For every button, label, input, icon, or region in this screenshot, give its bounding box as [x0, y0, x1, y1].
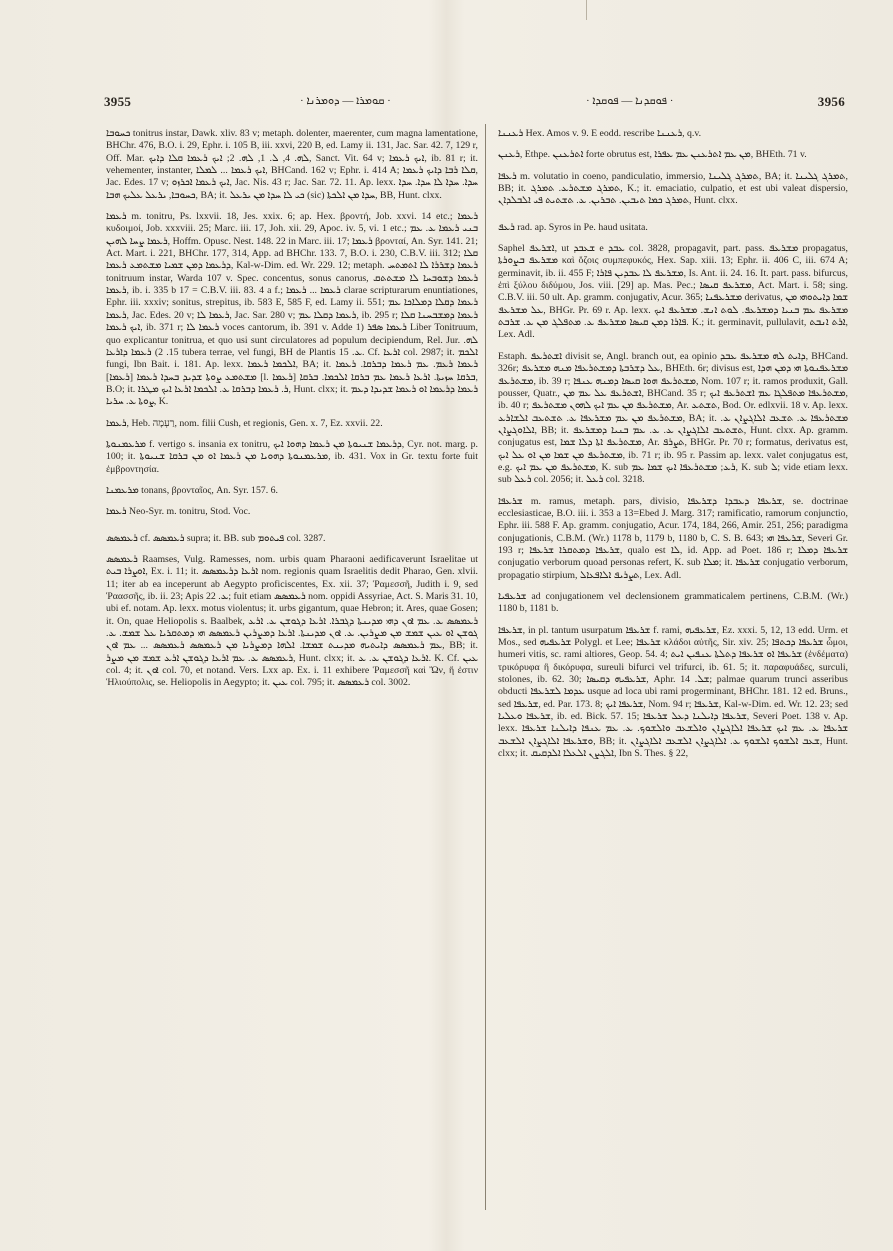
- entry-tonitrus-instar: ܟܚܘܒܐ tonitrus instar, Dawk. xliv. 83 v; metaph. dolenter, maerenter, cum magna lamentatione, BHChr. 476, B.O. i. 29, Ephr. i. 105 B, iii. xxvi, 220 B, ed. Lamy ii. 131, Jac. Sar. 42. 7, 129 r, Off. Mar. ܠܗ. 4, ܠ. 1, ܠܗ. 2; ܐܝܟ ܪܥܡܐ ܩܠܐ ܕܐܝܟ, Sanct. Vit. 64 v; ܐܝܟ ܪܥܡܐ, ib. 81 r; it. vehementer, instanter, ܐܝܟ ܪܥܡܐ ... ܠܡܠܐ, BHCand. 162 v; Ephr. i. 414 A; ܩܠܐ ܪܒܐ ܕܐܝܟ ܪܥܡܐ, Jac. Edes. 17 v; ܐܝܟ ܪܥܡܐ ܐܟܪܙܘ, Jac. Nis. 43 r; Jac. Sar. 72. 11. Ap. lexx. ܚܕܐ. ܚܕܐ ܠܐ ܚܕܐ. ܚܕܐ ܟܚܘܒܐ, ܝܪܥܠ ܥܠܝܟ ܗܒܐ, BA; it. ܟܝ ܠܐ ܚܕܐ ܡܢ ܝܪܥܠ (sic) ܚܕܐ ܡܢ ܐܠܟܬܐ, BB, Hunt. clxx.: [106, 128, 478, 201]
- entry-estaph: Estaph. ܐܫܬܪܥܦ divisit se, Angl. branch out, ea opinio ܕܐܝܬ ܠܗ ܡܫܪܥܦ ܥܒܕ, BHCand. 326r; ܥܠ ܕܫܪܒܬܐ ܕܡܫܬܪܥܦܐ ܡܢܗ ܡܫܪܥܦ, BHEth. 6r; divisus est, ܡܫܪܥܦܢܘܬܐ ܗܝ ܕܡܢ ܗܕܐ ܡܫܬܪܥܦ, ib. 39 r; ܡܫܬܪܥܦ ܗܘܐ ܩܝܣܐ ܕܡܢܗ ܥܢܦܐ, Nom. 107 r; it. ramos produxit, Gall. pousser, Quatr., ܐܫܬܪܥܦ ܥܠ ܥܡ ܡܢ, BHCand. 35 r; ܡܫܬܪܥܦܐ ܡܬܦܠܓܐ ܥܡ ܐܫܬܪܥܦ ܐܝܟ, ib. 40 r; ܡܫܬܪܥܦ ܡܢ ܥܡ ܐܝܟ ܠܗܘܢ ܡܫܬܪܥܦ, Ar. ܬܫܬܥ, Bod. Or. edlxvii. 18 v. Ap. lexx. ܡܫܬܪܥܦ ܡܢ ܥܡ ܡܫܪܥܦܐ ܥ. ܬܫܬܥܒ ܐܠܫܐܪܥ, BA; it. ܡܫܬܪܥܦܐ ܥ. ܬܫܥܒ ܐܠܐܓܨܐܢ ܥ. ܐܠܐܘܓܨܐܢ, BB; it. ܬܫܬܥܒ ܐܠܐܓܨܐܢ ܥ. ܥ. ܥܡ ܒܢܝܐ ܕܡܫܪܥܦ, Hunt. clxx. Ap. gramm. conjugatus est, ܡܫܬܪܥܦ ܐܬܐ ܕܠܐ ܫܡܐ, Ar. ܬܨܪܦ, BHGr. Pr. 70 r; formatus, derivatus est, ܡܫܬܪܥܦ ܡܢ ܫܡܐ ܡܢ ܐܘ ܥܠ ܐܝܟ, ib. 71 r; ib. 95 r. Passim ap. lexx. valet conjugatus est, e.g. ܡܫܬܪܥܦ ܡܢ ܥܡ ܐܝܟ, K. sub ܪܥ; ܡܫܬܪܥܦܐ ܐܝܟ ܫܡܐ ܥܡ, K. sub ܠ; vide etiam lexx. sub ܪܥܠ col. 2056; it. ܪܥܠ col. 3218.: [498, 350, 848, 486]
- right-page-number: 3956: [817, 94, 845, 109]
- running-head: [104, 94, 845, 116]
- entry-raamah: ܪܥܡܐ, Heb. רַעְמָה, nom. filii Cush, et regionis, Gen. x. 7, Ez. xxvii. 22.: [106, 417, 383, 429]
- right-running-title: · ܦܘܩܕܢܐ — ܦܘܩܕܐ ·: [586, 95, 674, 107]
- entry-root-note: ܪܥܦ rad. ap. Syros in Pe. haud usitata.: [498, 221, 648, 233]
- entry-amos-reference: ܪܥܢܢܐ Hex. Amos v. 9. E eodd. rescribe ܪܥܢܢܐ, q.v.: [498, 128, 702, 139]
- entry-separator: [498, 215, 848, 216]
- entry-conjugationem: ܫܪܥܦܝܐ ad conjugationem vel declensionem grammaticalem pertinens, C.B.M. (Wr.) 1180 b, 1181 b.: [498, 591, 848, 615]
- entry-raamses: ܪܥܡܣܣ Raamses, Vulg. Ramesses, nom. urbis quam Pharaoni aedificaverunt Israelitae ut ܐܘܨܪܐ ܒܝܬ, Ex. i. 11; it. ܐܪܥܐ ܕܪܥܡܣܣ nom. regionis quam Israelitis dedit Pharao, Gen. xlvii. 11; iter ab ea inceperunt ab Aegypto proficiscentes, Ex. xii. 37; Ῥαμεσσῆ, Judith i. 9, sed Ῥαασσῆς, ib. ii. 23; Apis ܥ. 22; fuit etiam ܪܥܡܣܣ nom. oppidi Assyriae, Act. S. Maris 31. 10, ubi ef. notam. Ap. lexx. motus violentus; it. urbs gigantum, quae Hebron; it. Ares, quae Gosen; it. On, quae Heliopolis s. Baalbek, ܪܥܡܣܣ ܥ. ܥܡ ܐܘܢ ܕܗܝ ܡܕܝܢܬܐ ܕܓܒܪܐ. ܐܪܥܐ ܕܓܘܫܢ ܥ. ܐܪܥ ܓܘܫܢ ܐܘ ܥܝܢ ܫܡܫ ܡܢ ܡܨܪܝܢ. ܥ. ܐܘܢ ܡܕܝܢܬܐ. ܐܪܥܐ ܕܡܨܪܝܢ ܪܥܡܣܣ ܗܝ ܕܡܬܩܪܝܐ ܥܠ ܫܡܫ. ܥ. ܥܡ ܪܥܡܣܣ ܕܐܝܬܝܗ ܡܕܝܢܬ ܫܡܫܐ. ܐܠܗܐ ܕܡܨܪܝܐ ܡܢ ܪܥܡܣܣ ܪܥܡܣܣ ... ܥܡ ܐܘܢ, BB; it. ܪܥܡܣܣ ܥ. ܥܡ ܐܪܥܐ ܕܓܘܫܢ ܐܪܥ ܫܡܫ ܡܢ ܡܨܪ, Hunt. clxx; it. ܐܪܥܐ ܕܓܘܫܢ ܥ. ܥ. K. Cf. ܥܝܢ col. 4; it. ܐܘܢ col. 70, et notand. Vers. Lxx ap. Ex. i. 11 exhibere Ῥαμεσσῆ καὶ Ὤν, ἥ ἐστιν Ἡλιούπολις, se. Heliopolis in Aegypto; it. ܥܝܢ col. 795; it. ܪܥܡܣܣ col. 3002.: [106, 553, 478, 689]
- entry-tonans: ܡܪܥܡܢܐ tonans, βρονταῖος, An. Syr. 157. 6.: [106, 484, 278, 496]
- entry-neo-syriac-tonitru: ܪܥܡܐ Neo-Syr. m. tonitru, Stod. Voc.: [106, 506, 251, 518]
- left-running-title: · ܩܘܡܪܐ — ܕܘܡܪܢܐ ·: [300, 95, 391, 107]
- entry-volutatio: ܪܥܦܐ m. volutatio in coeno, pandiculatio, immersio, ܬܡܪܓ ܓܠܝܢܐ, BA; it. ܬܡܪܓ ܓܠܝܢܐ, BB; it. ܬܡܪܓ ܡܫܬܪܥ. ܬܡܪܓ, K.; it. emaciatio, culpatio, et est ubi valeat dispersio, ܬܡܪܓ ܟܡܐ ܬܝܒܝܢ. ܬܒܪܝܢ. ܥ. ܬܫܬܝܬ ܦܝ ܐܠܒܠܕܐܢ, Hunt. clxx.: [498, 170, 848, 207]
- entry-saphel: Saphel ܐܫܪܥܦ, ut ܫܥܒܕ e ܥܒܕ col. 3828, propagavit, part. pass. ܡܫܪܥܦ propagatus, ܡܫܪܥܦ ܒܨܘܪܬܐ καὶ ὄζοις συμπεφυκός, Hex. Sap. xiii. 13; Ephr. ii. 406 C, iii. 674 A; germinavit, ib. ii. 455 F; ܡܫܪܥܦ ܠܐ ܥܒܕܝܢ ܦܐܪܐ, Is. Ant. ii. 24. 16. It. part. pass. bifurcus, ἐπὶ ξύλου διδύμου, Jos. viii. [29] ap. Mas. Pec.; ܡܫܪܥܦ ܩܝܣܐ, Act. Mart. i. 58; sing. C.B.V. iii. 50 ult. Ap. gramm. conjugativ, Acur. 365; ܡܫܪܥܦܢܐ derivatus, ܫܡܐ ܕܐܝܬܘܗܝ ܡܢ ܥܠ ܡܫܪܥܦ, BHGr. Pr. 69 r. Ap. lexx. ܡܫܪܥܦ ܥܡ ܒܢܝܐ ܕܡܫܪܥܦ. ܠܘܬ ܐܢܫ. ܡܫܪܥܦ ܐܝܟ ܦܐܪܐ ܕܡܢ ܩܝܣܐ ܡܫܪܥܦ ܥ. ܡܬܦܠܓ ܡܢ ܥ. ܫܪܒܬ. K.; it. germinavit, pullulavit, ܐܪܬ ܐܢܒܬ, Lex. Adl.: [498, 243, 848, 341]
- left-page-number: 3955: [104, 94, 132, 109]
- column-divider: [485, 124, 486, 1210]
- entry-raamses-cross-ref: ܪܥܡܣܣ cf. ܪܥܡܣܣ supra; it. BB. sub ܦܝܬܘܡ col. 3287.: [106, 532, 326, 544]
- entry-vertigo: ܡܪܥܡܢܘܬܐ f. vertigo s. insania ex tonitru, ܕܪܥܡܐ ܫܢܝܘܬܐ ܡܢ ܪܥܡܐ ܕܗܘܐ ܐܝܟ, Cyr. not. marg. p. 100; it. ܡܪܥܡܢܘܬܐ ܕܗܘܝܐ ܡܢ ܪܥܡܐ ܐܘ ܡܢ ܒܪܩܐ ܫܢܝܘܬܐ, ib. 431. Vox in Gr. textu forte fuit ἐμβροντησία.: [106, 438, 478, 475]
- binding-crease: [586, 0, 587, 20]
- entry-rami: ܫܪܥܦܐ, in pl. tantum usurpatum ܫܪܥܦܐ f. rami, ܫܪܥܦܝܗ, Ez. xxxi. 5, 12, 13 edd. Urm. et Mos., sed ܫܪܥܦܝܗ Polygl. et Lee; ܫܪܥܦܐ κλάδοι αὐτῆς, Sir. xiv. 25; ܫܪܥܦܐ ܕܟܬܦܐ ὦμοι, humeri vitis, sc. rami altiores, Geop. 54. 4; ܫܪܥܦܐ ܐܘ ܫܪܥܦܐ ܕܬܠܬܐ ܥܢܦܝܢ ܐܝܬ (ἐνδέματα) τρικόρυφα ἢ δικόρυφα, sureuli bifurci vel trifurci, ib. 61. 5; it. παραφυάδες, surculi, stolones, ib. 62. 30; ܫܪܥܦܝܗ ܕܩܝܣܐ, Aphr. ܫܠ. 14; palmae quarum trunci asseribus obducti ܥܕܡܐ ܠܫܪܥܦܐ usque ad loca ubi rami progerminant, BHChr. 181. 12 ed. Bruns., sed ܫܪܥܦܐ, ed. Par. 173. 8; ܫܪܥܦܐ ܐܝܟ, Nom. 94 r; ܫܪܥܦܐ, Kal-w-Dim. ed. Wr. 12. 23; sed ܫܪܥܦܐ ܘܥܠܝܐ, ib. ed. Bick. 57. 15; ܫܪܥܦܐ ܕܐܝܠܢܐ ܕܥܠ ܫܪܥܦܐ, Severi Poet. 138 v. Ap. lexx. ܫܪܥܦܐ ܥ. ܥܡ ܐܝܟ ܫܪܥܦܐ ܐܠܐܓܨܐܢ ܘܐܠܫܥܒ ܘܐܠܫܘܟ. ܥ. ܥܡ ܥܢܦܐ ܕܐܝܠܢܐ ܫܪܥܦܐ ܘܫܪܥܦܐ ܐܠܐܓܨܐܢ ܐܠܫܥܒ, BB; it. ܫܥܒ ܐܠܫܘܟ ܐܠܫܘܟ ܥ. ܐܠܐܓܨܐܢ ܐܠܫܥܒ ܐܠܐܓܨܐܢ, Hunt. clxx; it. ܐܠܓܨܢ ܐܠܥܠܐ ܐܠܕܩܝܩ, Ibn S. Thes. § 22,: [498, 624, 848, 760]
- right-column: [498, 128, 848, 1208]
- entry-tonitru: ܪܥܡܐ m. tonitru, Ps. lxxvii. 18, Jes. xxix. 6; ap. Hex. βροντή, Job. xxvi. 14 etc.; ܪܥܡܐ κυδοιμοί, Job. xxxviii. 25; Marc. iii. 17, Joh. xii. 29, Apoc. iv. 5, vi. 1 etc.; ܒܢܝ ܪܥܡܐ ܥ. ܥܡ ܪܥܡܐ ܨܚܐ ܠܗܝܢ, Hoffm. Opusc. Nest. 148. 22 in Marc. iii. 17; ܪܥܡܐ βρονταί, An. Syr. 141. 21; Act. Mart. i. 221, BHChr. 177, 314, App. ad BHChr. 133. 7, B.O. i. 230, C.B.V. iii. 312; ܩܠܐ ܕܪܥܡܐ ܕܡܢ ܫܡܝܐ ܡܫܬܡܥ ܪܥܡܐ, Kal-w-Dim. ed. Wr. 229. 12; metaph. ܪܥܡܐ ܕܫܪܪܐ ܠܐ ܐܬܡܬܚ tonitruum instar, Warda 107 v. Spec. concentus, sonus canorus, ܪܥܡܐ ܕܫܘܒܚܐ ܠܐ ܡܫܬܬܩ ܪܥܡܐ, ib. i. 335 b 17 = C.B.V. iii. 83. 4 a f.; ܪܥܡܐ ... ܪܥܡܐ clarae scripturarum enuntiationes, Ephr. iii. xxxiv; sonitus, strepitus, ib. 583 E, 585 F, ed. Lamy ii. 551; ܪܥܡܐ ܕܩܠܐ ܕܡܠܐܟܐ ܥܡ ܪܥܡܐ, Jac. Edes. 20 v; ܪܥܡܐ ܠܐ, Jac. Sar. 280 v; ܪܥܡܐ ܕܩܠܐ ܥܡ, ib. 295 r; ܪܥܡܐ ܕܡܫܒܚܢܐ ܩܠܐ ܐܝܟ ܪܥܡܐ, ib. 371 r; ܪܥܡܐ ܠܐ voces cantorum, ib. 391 v. Adde 1) ܪܥܡܐ ܣܦܪ Liber Tonitruum, quo explicantur tonitrua, et quo usi sunt circulatores ad populum decipiendum, Rel. Jur. ܠܗ. 15. 2) ܪܥܡܐ ܕܐܪܥܐ tubera terrae, vel fungi, BH de Plantis ܥ. 15. Cf. ܐܪܥܐ col. 2987; it. ܐܠܟܡ fungi, Ibn Bait. i. 181. Ap. lexx. ܐܠܟܡܐ ܪܥܡܐ, BA; it. ܪܥܡܐ ܪܥܡ. ܥܡ ܪܥܡܐ ܕܒܪܩܐ. ܪܥܡܐ ܡܫܬܡܥ ܨܘܬܐ ܫܕܝܕ ܒܚܕܐ ܪܥܡܐ [ܪܥܡܐ] [l. ܪܥܡܐ] ܒܪܩܐ ܚܙܝܬܐ. ܐܪܥܐ ܪܥܡܐ ܥܡ ܒܪܩܐ ܐܠܟܡܐ. ܒܪܩܐ, B.O; it. ܪ. ܪܥܡܐ ܕܒܪܩܐ ܥ. ܐܠܟܡܐ ܐܪܥܐ ܐܝܟ ܡܛܪܐ, Hunt. clxx; it. ܪܥܡܐ ܕܪܥܡܐ ܐܘ ܪܥܡܐ ܫܕܝܕܐ ܕܥܡ ܨܘܬܐ ܥ. ܚܪܝܐ, K.: [106, 211, 478, 408]
- left-column: [106, 128, 478, 1208]
- entry-ethpe-obrutus: ܪܥܢܢ, Ethpe. ܐܬܪܥܢܢ forte obrutus est, ܡܢ ܥܡ ܐܬܪܥܢܢ ܥܡ ܥܦܪܐ, BHEth. 71 v.: [498, 149, 807, 161]
- entry-separator: [106, 526, 478, 527]
- entry-ramus: ܫܪܥܦܐ m. ramus, metaph. pars, divisio, ܫܪܥܦܐ ܕܥܒܕܐ ܕܫܪܥܦܐ, se. doctrinae ecclesiasticae, B.O. iii. i. 353 a 13=Ebed J. Marg. 317; ramificatio, ramorum conjunctio, Ephr. iii. 588 F. Ap. gramm. conjugatio, Acur. 174, 184, 266, Amir. 251, 256; paradigma conjugationis, C.B.M. (Wr.) 1178 b, 1179 b, 1180 b, C. S. B. 643; ܫܪܥܦܐ ܗܝ, Severi Gr. 193 r; ܫܪܥܦܐ ܕܡܬܩܪܐ ܫܪܥܦܐ, qualo est ܠܐ, id. App. ad Poet. 186 r; ܫܪܥܦܐ ܕܡܠܐ conjugatio verborum quoad personas refert, K. sub ܡܠܐ; it. ܫܪܥܦܐ conjugatio verborum, propagatio stirpium, ܬܨܪܝܦ ܐܠܐܦܥܐܠ, Lex. Adl.: [498, 495, 848, 581]
